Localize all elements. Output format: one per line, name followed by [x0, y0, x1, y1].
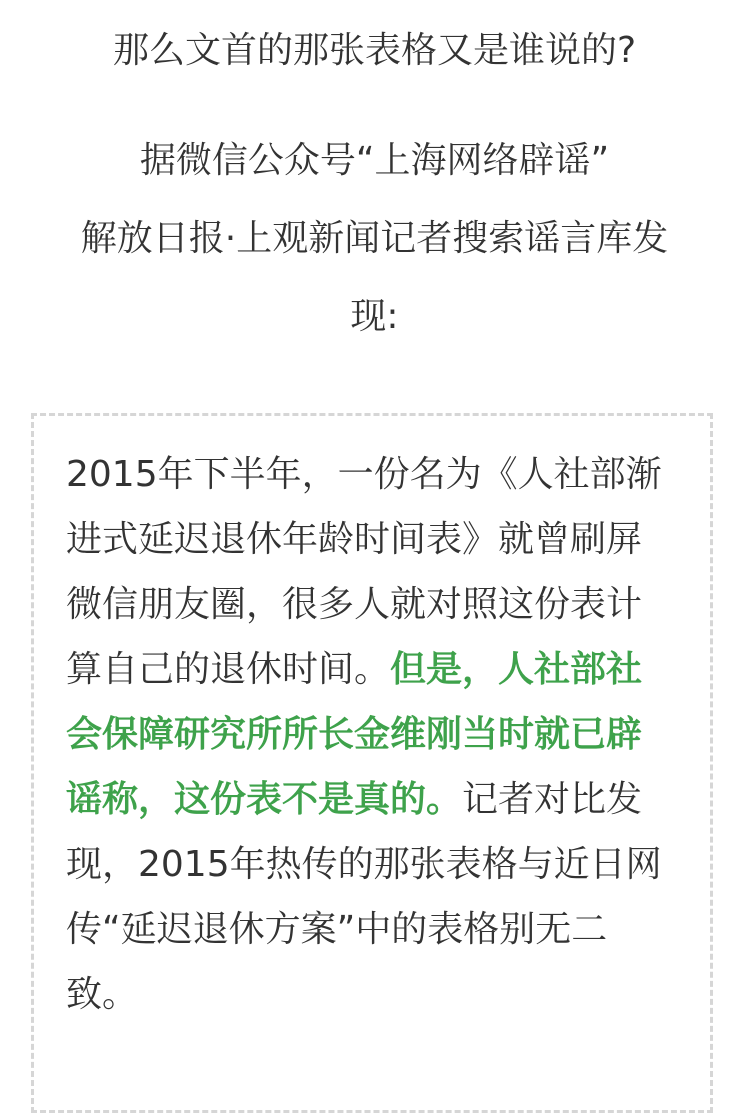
quote-paragraph [66, 442, 692, 1027]
source-line-1: 据微信公众号“上海网络辟谣” [139, 140, 610, 181]
quote-line-8: 传“延迟退休方案”中的表格别无二 [66, 909, 608, 950]
quote-line-6 [66, 767, 692, 832]
source-paragraph [0, 122, 749, 356]
question-text: 那么文首的那张表格又是谁说的? [112, 30, 637, 71]
quote-line-6-normal: 记者对比发 [462, 779, 643, 820]
quote-line-2: 进式延迟退休年龄时间表》就曾刷屏 [66, 519, 643, 560]
quote-line-3: 微信朋友圈，很多人就对照这份表计 [66, 584, 643, 625]
quote-line-5-highlight: 会保障研究所所长金维刚当时就已辟 [66, 714, 643, 755]
quote-line-1: 2015年下半年，一份名为《人社部渐 [66, 454, 662, 495]
source-line-2: 解放日报·上观新闻记者搜索谣言库发 [80, 218, 669, 259]
quote-line-7: 现，2015年热传的那张表格与近日网 [66, 844, 662, 885]
quote-line-4-highlight: 但是，人社部社 [390, 649, 643, 690]
quote-line-4-normal: 算自己的退休时间。 [66, 649, 391, 690]
question-heading [0, 12, 749, 90]
quote-line-4 [66, 637, 692, 702]
quote-line-9: 致。 [66, 974, 139, 1015]
quote-line-6-highlight: 谣称，这份表不是真的。 [66, 779, 463, 820]
source-line-3: 现: [350, 296, 399, 337]
